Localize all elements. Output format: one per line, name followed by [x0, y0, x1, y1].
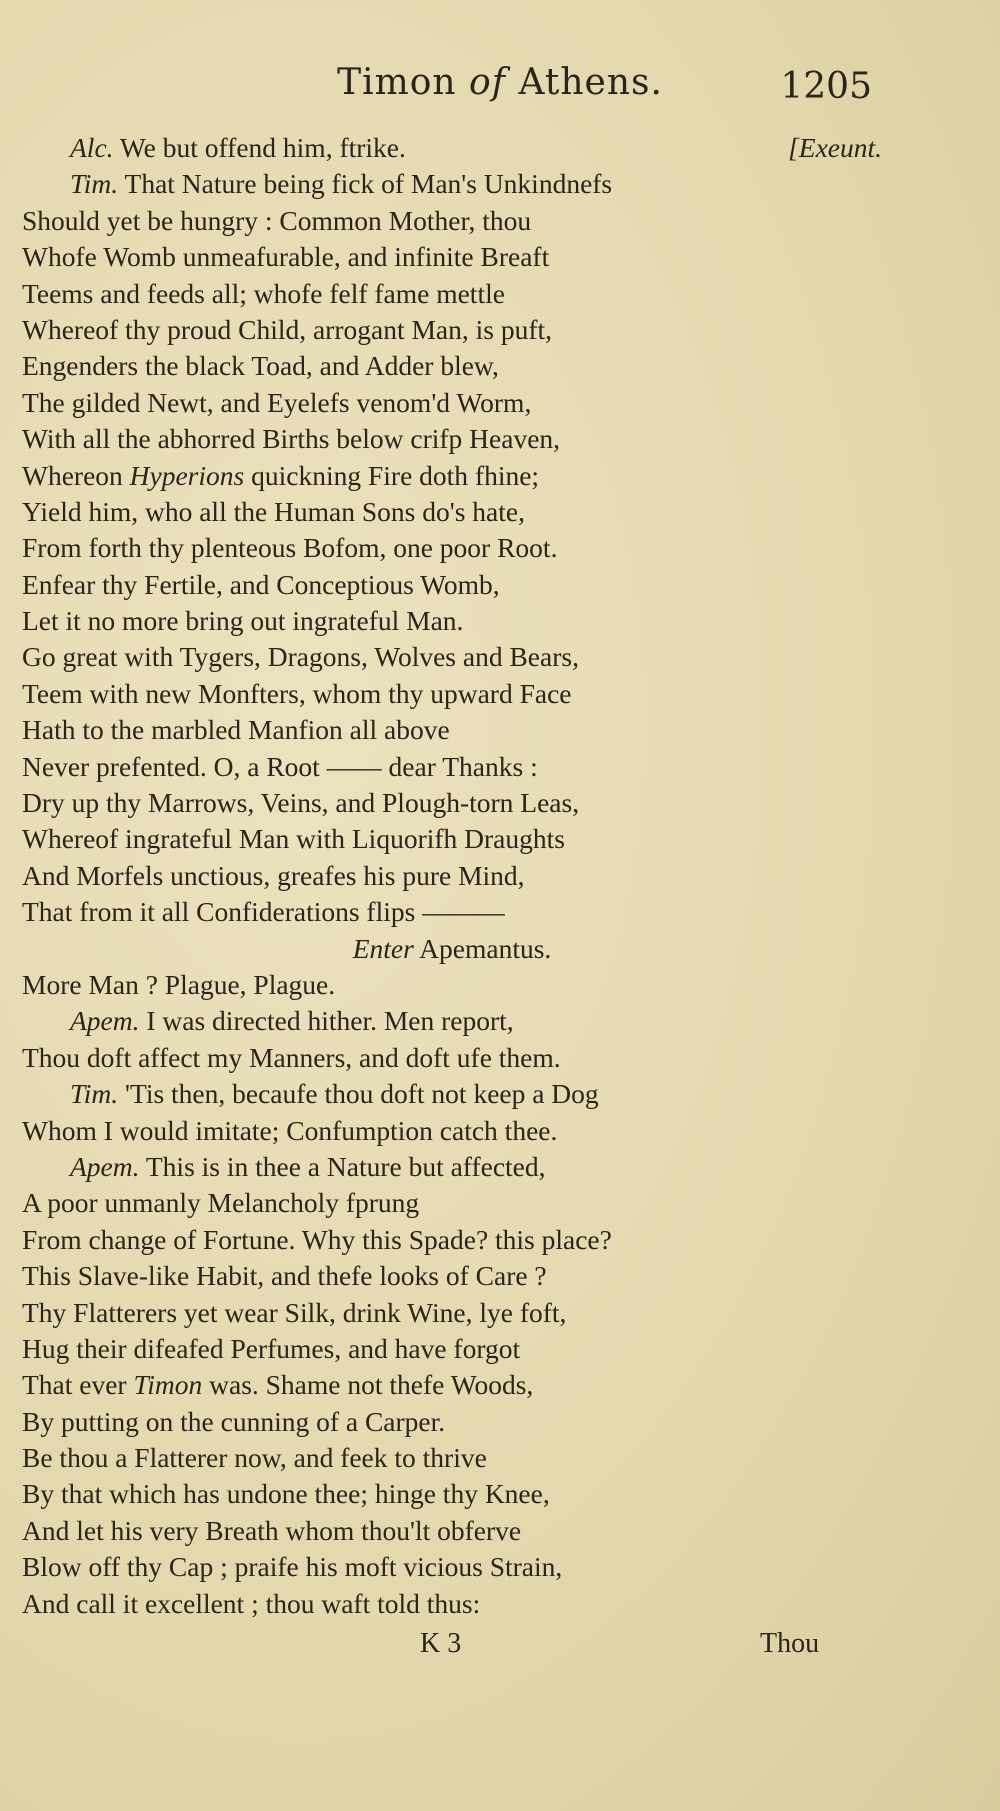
text-line: Go great with Tygers, Dragons, Wolves and Bears, [22, 641, 579, 673]
play-text [22, 130, 882, 1622]
line-text: That ever [22, 1369, 134, 1401]
text-line: Whofe Womb unmeafurable, and infinite Breaft [22, 241, 550, 273]
text-line: Thou doft affect my Manners, and doft ufe them. [22, 1041, 561, 1073]
text-line: Let it no more bring out ingrateful Man. [22, 605, 464, 637]
page-footer [0, 1628, 1000, 1668]
text-line: A poor unmanly Melancholy fprung [22, 1187, 420, 1219]
text-line: And let his very Breath whom thou'lt obferve [22, 1514, 522, 1546]
text-line: This Slave-like Habit, and thefe looks of Care ? [22, 1260, 547, 1292]
line-text: quickning Fire doth fhine; [244, 459, 540, 491]
text-line [22, 1149, 882, 1185]
text-line: The gilded Newt, and Eyelefs venom'd Worm, [22, 386, 532, 418]
text-line [22, 458, 882, 494]
line-text: Whereon [22, 459, 130, 491]
text-line: More Man ? Plague, Plague. [22, 968, 336, 1000]
character-name: Apemantus. [413, 932, 552, 964]
text-line: Hath to the marbled Manfion all above [22, 714, 450, 746]
text-line: Whereof thy proud Child, arrogant Man, is puft, [22, 313, 553, 345]
italic-name: Timon [133, 1369, 203, 1401]
text-line: And call it excellent ; thou waft told thus: [22, 1587, 481, 1619]
running-head-of: of [469, 62, 507, 103]
italic-name: Hyperions [129, 459, 245, 491]
text-line [22, 1003, 882, 1039]
running-head-athens: Athens. [506, 62, 663, 103]
stage-direction-enter: Enter [352, 932, 414, 964]
line-text: We but offend him, ftrike. [113, 132, 406, 163]
text-line: From change of Fortune. Why this Spade? this place? [22, 1223, 612, 1255]
text-line: Blow off thy Cap ; praife his moft vicious Strain, [22, 1551, 563, 1583]
speaker-prefix: Apem. [70, 1005, 140, 1037]
text-line [22, 1367, 882, 1403]
line-text: 'Tis then, becaufe thou doft not keep a Dog [118, 1078, 599, 1110]
speaker-prefix: Alc. [70, 132, 114, 163]
stage-direction: [Exeunt. [788, 132, 882, 163]
text-line: Dry up thy Marrows, Veins, and Plough-torn Leas, [22, 787, 580, 819]
text-line: Never prefented. O, a Root —— dear Thanks : [22, 750, 538, 782]
text-line: From forth thy plenteous Bofom, one poor Root. [22, 532, 558, 564]
text-line: With all the abhorred Births below crifp Heaven, [22, 423, 561, 455]
text-line: Yield him, who all the Human Sons do's hate, [22, 495, 525, 527]
text-line: Enfear thy Fertile, and Conceptious Womb, [22, 568, 500, 600]
text-line: That from it all Confiderations flips ——— [22, 896, 505, 928]
line-text: I was directed hither. Men report, [139, 1005, 514, 1037]
text-line: Whereof ingrateful Man with Liquorifh Draughts [22, 823, 565, 855]
text-line: Hug their difeafed Perfumes, and have forgot [22, 1332, 521, 1364]
text-line: Teems and feeds all; whofe felf fame mettle [22, 277, 505, 309]
page-number: 1205 [780, 66, 872, 107]
text-line: Whom I would imitate; Confumption catch thee. [22, 1114, 558, 1146]
catchword: Thou [760, 1628, 820, 1659]
speaker-prefix: Apem. [70, 1150, 140, 1182]
stage-direction-line [22, 931, 882, 967]
speaker-prefix: Tim. [70, 168, 119, 200]
text-line [22, 166, 882, 202]
text-line: And Morfels unctious, greafes his pure Mind, [22, 859, 525, 891]
speaker-prefix: Tim. [70, 1078, 119, 1110]
signature-mark: K 3 [420, 1628, 462, 1659]
text-line: Thy Flatterers yet wear Silk, drink Wine, lye foft, [22, 1296, 567, 1328]
text-line: Should yet be hungry : Common Mother, thou [22, 204, 532, 236]
text-line [22, 1076, 882, 1112]
text-line [22, 130, 882, 166]
running-head-title: Timon [337, 62, 470, 103]
text-line: By that which has undone thee; hinge thy Knee, [22, 1478, 550, 1510]
line-text: This is in thee a Nature but affected, [139, 1150, 546, 1182]
line-text: That Nature being fick of Man's Unkindnefs [118, 168, 613, 200]
text-line: Be thou a Flatterer now, and feek to thrive [22, 1442, 487, 1474]
text-line: Teem with new Monfters, whom thy upward Face [22, 677, 572, 709]
text-line: By putting on the cunning of a Carper. [22, 1405, 446, 1437]
text-line: Engenders the black Toad, and Adder blew, [22, 350, 499, 382]
line-text: was. Shame not thefe Woods, [202, 1369, 534, 1401]
